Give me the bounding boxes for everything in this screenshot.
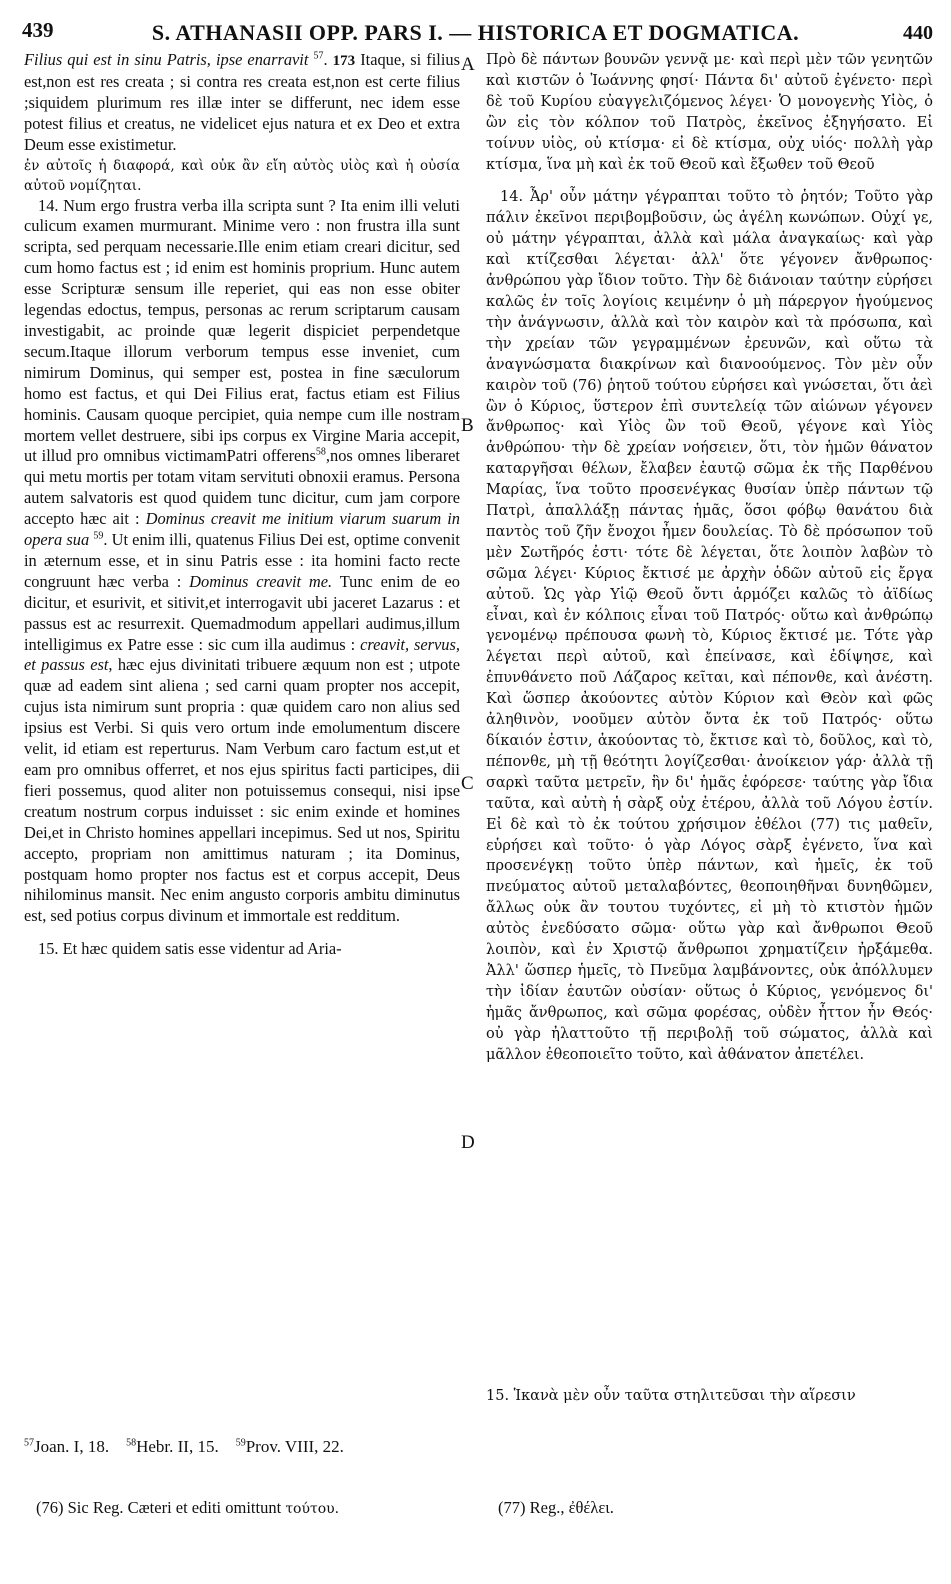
footnote-57: Joan. I, 18. [34,1437,110,1456]
latin-paragraph-1-text: Itaque, si filius est,non est res creata ; si contra res creata est,non est certe filius ;siquidem plurimum res illæ inter se differunt, nec idem esse potest filius et creatus, ne videlicet ejus natura et ex Deo et extra Deum esse existimetur. [24,50,460,154]
margin-letter-a: A [461,54,475,75]
variant-ref-77: (77) [810,816,841,833]
margin-letter-c: C [461,773,474,794]
footnote-58: Hebr. II, 15. [136,1437,219,1456]
variant-note-76-greek: τούτου. [285,1501,340,1517]
latin-column [24,50,460,960]
variant-note-76 [36,1498,339,1518]
latin-paragraph-14-part-1: 14. Num ergo frustra verba illa scripta sunt ? Ita enim illi veluti culicum examen murmurant. Minime vero : non frustra illa sunt scripta, sed perquam necessarie.Ille enim etiam creari dicitur, sed cum homo factus est ; id enim est hominis proprium. Hunc autem esse Scripturæ sensum ille reperiet, qui eas non esse obiter legendas edoctus, tempus, personas ac rerum scriptarum causam investigabit, ac proinde quæ legerit dispiciet perpendetque secum.Itaque illorum verborum tempus esse inveniet, cum nimirum Dominus, qui semper est, postea in fine sæculorum homo est factus, et qui Dei Filius erat, factus etiam est Filius hominis. Causam quoque percipiet, quia nempe cum ille nostram mortem vellet destruere, sibi ips corpus ex Virgine Maria accepit, ut illud pro omnibus victimamPatri offerens [24,195,460,466]
greek-paragraph-1: Πρὸ δὲ πάντων βουνῶν γεννᾷ με· καὶ περὶ μὲν τῶν γενητῶν καὶ κιστῶν ὁ Ἰωάννης φησί· Πάντα δι' αὐτοῦ ἐγένετο· περὶ δὲ τοῦ Κυρίου εὐαγγελιζόμενος λέγει· Ὁ μονογενὴς Υἱὸς, ὁ ὢν εἰς τὸν κόλπον τοῦ Πατρὸς, ἐκεῖνος ἐξηγήσατο. Εἰ τοίνυν υἱὸς, οὐ κτίσμα· εἰ δὲ κτίσμα, οὐχ υἱός· πολλὴ γὰρ κτίσμα, ἵνα μὴ καὶ ἐκ τοῦ Θεοῦ καὶ ἔξωθεν τοῦ Θεοῦ [486,52,933,173]
latin-quote-dominus-creavit: Dominus creavit me initium viarum suarum in opera sua [24,509,460,550]
latin-paragraph-14-part-3: . Ut enim illi, quatenus Filius Dei est, optime convenit in æternum esse, et in sinu Patris esse : ita homini facto recte congruunt hæc verba : [24,530,460,591]
footnote-number-59: 59 [235,1437,246,1449]
footnote-ref-57: 57 [313,50,324,62]
greek-column [486,50,933,1066]
running-title: S. ATHANASII OPP. PARS I. — HISTORICA ET DOGMATICA. [151,20,800,45]
latin-paragraph-14-part-2: ,nos omnes liberaret qui metu mortis per totam vitam servituti obnoxii eramus. Persona autem salvatoris est quod quidem tunc dicitur, cum jam corpore accepto hæc ait : [24,446,460,529]
greek-paragraph-14-part-3: τις μαθεῖν, εὑρήσει καὶ τοῦτο· ὁ γὰρ Λόγος σὰρξ ἐγένετο, ἵνα καὶ προσενέγκῃ τοῦτο ὑπὲρ πάντων, καὶ ἡμεῖς, ἐκ τοῦ πνεύματος αὐτοῦ μεταλαβόντες, θεοποιηθῆναι δυνηθῶμεν, ἄλλως οὐκ ἂν τουτου τυχόντες, εἰ μὴ τὸ κτιστὸν ἡμῶν αὐτὸς ἐνεδύσατο σῶμα· οὕτω γὰρ καὶ ἄνθρωποι Θεοῦ λοιπὸν, καὶ ἐν Χριστῷ ἄνθρωποι χρηματίζειν ἠρξάμεθα. Ἀλλ' ὥσπερ ἡμεῖς, τὸ Πνεῦμα λαμβάνοντες, οὐκ ἀπόλλυμεν τὴν ἰδίαν ἑαυτῶν οὐσίαν· οὕτως ὁ Κύριος, γενόμενος δι' ἡμᾶς ἄνθρωπος, καὶ σῶμα φορέσας, οὐδὲν ἧττον ἦν Θεός· οὐ γὰρ ἠλαττοῦτο τῇ περιβολῇ τοῦ σώματος, ἀλλὰ καὶ μᾶλλον ἐθεοποιεῖτο τοῦτο, καὶ ἀθάνατον ἀπετέλει. [486,816,933,1063]
greek-paragraph-14-part-1: 14. Ἆρ' οὖν μάτην γέγραπται τοῦτο τὸ ῥητόν; Τοῦτο γὰρ πάλιν ἐκεῖνοι περιβομβοῦσιν, ὡς ἀγέλη κωνώπων. Οὐχί γε, οὐ μάτην γέγραπται, ἀλλὰ καὶ μάλα ἀναγκαίως· καὶ γὰρ καὶ κτίζεσθαι λέγεται· ἀλλ' ὅτε γέγονεν ἄνθρωπος· ἀνθρώπου γὰρ ἴδιον τοῦτο. Τὴν δὲ διάνοιαν ταύτην εὑρήσει καλῶς ἐν τοῖς λογίοις κειμένην ὁ μὴ πάρεργον ἡγούμενος τὴν ἀνάγνωσιν, ἀλλὰ καὶ τὸν καιρὸν καὶ τὰ πρόσωπα, καὶ τὴν χρείαν τῶν γεγραμμένων ἐρευνῶν, καὶ οὕτω τὰ ἀναγνώσματα διακρίνων καὶ διανοούμενος. Τὸν μὲν οὖν καιρὸν τοῦ [486,189,933,394]
greek-paragraph-15: 15. Ἱκανὰ μὲν οὖν ταῦτα στηλιτεῦσαι τὴν αἵρεσιν [486,1388,856,1404]
footnote-number-58: 58 [126,1437,137,1449]
footnote-ref-58: 58 [315,446,326,458]
latin-quote-filius: Filius qui est in sinu Patris, ipse enarravit [24,50,309,69]
latin-quote-creavit-servus: creavit, servus, et passus est [24,634,460,675]
page-number-right: 440 [903,22,933,44]
latin-paragraph-15: 15. Et hæc quidem satis esse videntur ad Aria- [38,939,342,959]
greek-paragraph-14 [486,187,933,1065]
variant-note-77: (77) Reg., ἐθέλει. [498,1498,614,1517]
margin-letter-b: B [461,415,474,436]
latin-paragraph-14-part-5: , hæc ejus divinitati tribuere æquum non est ; utpote quæ ad eadem sint aliena ; sed carni quam propter nos accepit, cujus ista nimirum sunt propria : quæ quidem caro non alius sed ipsius est Verbi. Si quis vero ortum inde emolumentum discere velit, id etiam est reperturus. Nam Verbum caro factum est,ut et eam pro omnibus offerret, et nos ejus spiritus facti participes, dii fieri possemus, quod aliter non potuissemus consequi, nisi ipse creatum nostrum corpus induisset : sic enim exinde et homines Dei,et in Christo homines appellari incepimus. Sed ut nos, Spiritu accepto, propriam non amittimus naturam ; ita Dominus, postquam homo propter nos factus est et corpus accepit, Deus nihilominus mansit. Nec enim angusto corporis ambitu diminutus est, sed potius corpus divinum et immortale est redditum. [24,655,460,926]
latin-quote-dominus-creavit-me: Dominus creavit me. [189,571,333,591]
greek-note-line: ἐν αὐτοῖς ἡ διαφορά, καὶ οὐκ ἂν εἴη αὐτὸς υἱὸς καὶ ἡ οὐσία αὐτοῦ νομίζηται. [24,157,460,194]
footnote-59: Prov. VIII, 22. [245,1437,344,1456]
running-header [0,18,951,50]
margin-letter-d: D [461,1132,475,1153]
latin-paragraph-14-part-4: Tunc enim de eo dicitur, et esurivit, et sitivit,et interrogavit ubi jaceret Lazarus : et passus est ac resurrexit. Quemadmodum appellari audimus,illum intelligimus ex Patre esse : sic cum illa audimus : [24,571,461,654]
scripture-footnotes [24,1437,344,1457]
column-marker: 173 [332,53,356,69]
variant-ref-76: (76) [572,377,603,394]
footnote-number-57: 57 [24,1437,34,1449]
page-number-left: 439 [22,18,54,42]
latin-paragraph-14 [24,196,460,928]
latin-paragraph-1: Filius qui est in sinu Patris, ipse enarravit $^{57}$. 173 Itaque, si filius est,non est res creata ; si contra res creata est,non est certe filius ;siquidem plurimum res illæ inter se differunt, nec idem esse potest filius et creatus, ne videlicet ejus natura et ex Deo et extra Deum esse existimetur. [24,50,460,154]
footnote-ref-59: 59 [93,530,104,542]
greek-paragraph-14-part-2: ῥητοῦ τούτου εὑρήσει καὶ γνώσεται, ὅτι ἀεὶ ὢν ὁ Κύριος, ὕστερον ἐπὶ συντελείᾳ τῶν αἰώνων γέγονεν ἄνθρωπος· καὶ Υἱὸς ὢν τοῦ Θεοῦ, γέγονε καὶ Υἱὸς ἀνθρώπου· τὴν δὲ χρείαν νοήσειεν, ὅτι, τὸν ἡμῶν θάνατον καταργῆσαι θέλων, ἔλαβεν ἑαυτῷ σῶμα ἐκ τῆς Παρθένου Μαρίας, ἵνα τοῦτο προσενέγκας θυσίαν ὑπὲρ πάντων τῷ Πατρὶ, ἀπαλλάξῃ πάντας ἡμᾶς, ὅσοι φόβῳ θανάτου διὰ παντὸς τοῦ ζῆν ἔνοχοι ἦμεν δουλείας. Τὸ δὲ πρόσωπον τοῦ μὲν Σωτῆρός ἐστι· τότε δὲ λέγεται, ὅτε λοιπὸν λαβὼν τὸ σῶμα λέγει· Κύριος ἔκτισέ με ἀρχὴν ὁδῶν αὐτοῦ εἰς ἔργα αὐτοῦ. Ὡς γὰρ Υἱῷ Θεοῦ ὄντι ἁρμόζει καλῶς τὸ ἀϊδίως εἶναι, καὶ ἐν κόλποις εἶναι τοῦ Πατρός· οὕτω καὶ ἀνθρώπῳ γενομένῳ πρέπουσα φωνὴ τὸ, Κύριος ἔκτισέ με. Τότε γὰρ λέγεται περὶ αὐτοῦ, καὶ ἐπείνασε, καὶ ἐδίψησε, καὶ ἐπυνθάνετο ποῦ Λάζαρος κεῖται, καὶ πέπονθε, καὶ ἀνέστη. Καὶ ὥσπερ ἀκούοντες αὐτὸν Κύριον καὶ Θεὸν καὶ φῶς ἀληθινὸν, νοοῦμεν αὐτὸν ὄντα ἐκ τοῦ Πατρός· οὕτω δίκαιόν ἐστιν, ἀκούοντας τὸ, ἔκτισε καὶ τὸ, δοῦλος, καὶ τὸ, πέπονθε, μὴ τῇ θεότητι λογίζεσθαι· ἀνοίκειον γάρ· ἀλλὰ τῇ σαρκὶ ταῦτα μετρεῖν, ἣν δι' ἡμᾶς ἐφόρεσε· ταύτης γὰρ ἴδια ταῦτα, καὶ αὐτὴ ἡ σὰρξ οὐχ ἑτέρου, ἀλλὰ τοῦ Λόγου ἐστίν. Εἰ δὲ καὶ τὸ ἐκ τούτου χρήσιμον ἐθέλοι [486,377,933,833]
variant-note-76-text: (76) Sic Reg. Cæteri et editi omittunt [36,1498,282,1517]
